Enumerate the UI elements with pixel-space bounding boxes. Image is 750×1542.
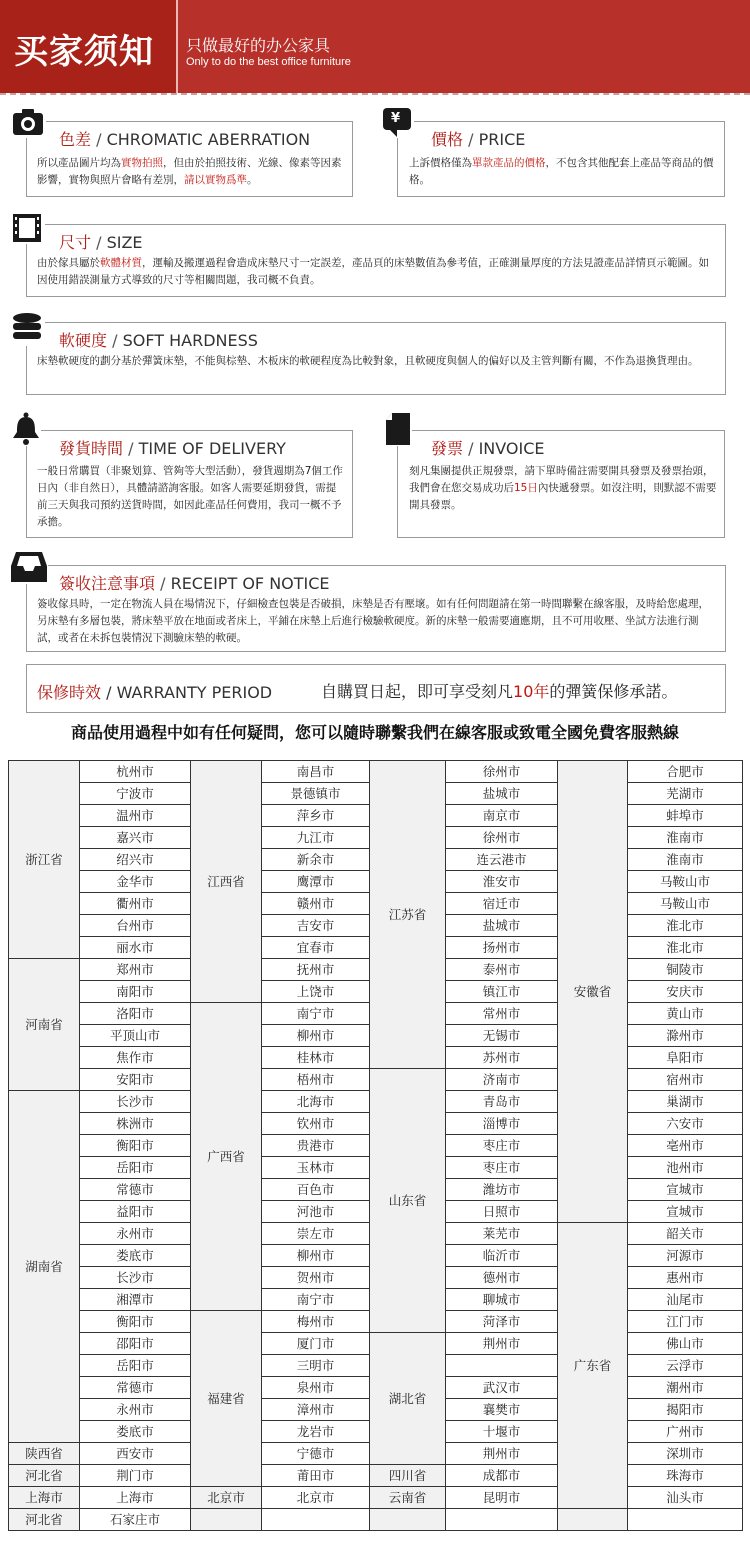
city-cell: 淮南市 xyxy=(628,849,743,871)
table-row xyxy=(9,1465,743,1487)
warranty-title-sep: / xyxy=(101,683,117,702)
hardness-title-en: SOFT HARDNESS xyxy=(122,331,258,350)
size-body-highlight: 軟體材質 xyxy=(100,257,142,269)
city-cell: 广州市 xyxy=(628,1421,743,1443)
warranty-title xyxy=(37,680,272,703)
city-cell: 嘉兴市 xyxy=(80,827,191,849)
delivery-body: 一般日常購買（非聚划算、管夠等大型活動），發貨週期為7個工作日內（非自然日），具體請諮詢客服。如客人需要延期發貨，需提前三天與我司預約送貨時間，如因此產品任何費用，我司一概不予承擔。 xyxy=(37,465,343,528)
price-tag-icon xyxy=(382,106,414,138)
invoice-title-en: INVOICE xyxy=(478,439,545,458)
warranty-text xyxy=(321,679,677,702)
city-cell: 安阳市 xyxy=(80,1069,191,1091)
city-cell: 北京市 xyxy=(262,1487,370,1509)
film-strip-icon xyxy=(11,212,45,244)
city-cell: 郑州市 xyxy=(80,959,191,981)
city-cell: 赣州市 xyxy=(262,893,370,915)
city-cell: 江门市 xyxy=(628,1311,743,1333)
city-cell: 泰州市 xyxy=(446,959,558,981)
city-cell: 岳阳市 xyxy=(80,1157,191,1179)
city-cell: 济南市 xyxy=(446,1069,558,1091)
city-cell: 惠州市 xyxy=(628,1267,743,1289)
city-cell: 百色市 xyxy=(262,1179,370,1201)
invoice-body-text-2: 內快遞發票。如沒注明，則默認不需要開具發票。 xyxy=(409,482,717,511)
city-cell: 河池市 xyxy=(262,1201,370,1223)
city-cell: 西安市 xyxy=(80,1443,191,1465)
province-cell: 广东省 xyxy=(558,1223,628,1509)
city-cell: 永州市 xyxy=(80,1223,191,1245)
city-cell: 连云港市 xyxy=(446,849,558,871)
size-title-sep: / xyxy=(91,233,107,252)
city-cell: 莆田市 xyxy=(262,1465,370,1487)
city-cell: 吉安市 xyxy=(262,915,370,937)
hotline-notice: 商品使用過程中如有任何疑問，您可以隨時聯繫我們在線客服或致電全國免費客服熱線 xyxy=(70,723,679,742)
price-title-en: PRICE xyxy=(478,130,526,149)
price-icon-symbol: ¥ xyxy=(391,111,401,126)
city-cell: 青岛市 xyxy=(446,1091,558,1113)
city-cell: 衢州市 xyxy=(80,893,191,915)
city-cell: 常德市 xyxy=(80,1377,191,1399)
size-title-cn: 尺寸 xyxy=(59,233,92,252)
city-cell: 枣庄市 xyxy=(446,1157,558,1179)
city-cell: 徐州市 xyxy=(446,827,558,849)
city-cell: 潮州市 xyxy=(628,1377,743,1399)
header-divider-dashed xyxy=(0,93,750,95)
receipt-body: 簽收傢具時，一定在物流人員在場情況下，仔細檢查包裝是否破損，床墊是否有壓壞。如有任何問題請在第一時間聯繫在線客服，及時給您處理，另床墊有多層包裝，將床墊平放在地面或者床上，平鋪在床墊上后進行檢驗軟硬度。新的床墊一般需要適應期，且不可用收壓、坐試方法進行測試，或者在未拆包裝情況下測驗床墊的軟硬。 xyxy=(37,598,709,644)
chromatic-title xyxy=(59,127,310,150)
warranty-section xyxy=(26,664,726,713)
city-cell xyxy=(446,1509,558,1531)
city-cell: 贵港市 xyxy=(262,1135,370,1157)
header-subtitle-english: Only to do the best office furniture xyxy=(186,56,351,68)
city-coverage-table xyxy=(8,760,743,1531)
city-cell: 临沂市 xyxy=(446,1245,558,1267)
city-cell: 泉州市 xyxy=(262,1377,370,1399)
city-cell: 岳阳市 xyxy=(80,1355,191,1377)
size-body xyxy=(37,255,717,289)
chromatic-body xyxy=(37,155,343,189)
city-cell: 南阳市 xyxy=(80,981,191,1003)
chromatic-section xyxy=(26,121,353,197)
city-cell: 新余市 xyxy=(262,849,370,871)
mattress-stack-icon xyxy=(11,312,45,346)
receipt-title-sep: / xyxy=(155,574,171,593)
invoice-body-text-1: 刻凡集團提供正規發票，請下單時備註需要開具發票及發票抬頭，我們會在您交易成功后 xyxy=(409,465,714,494)
price-title-cn: 價格 xyxy=(431,130,464,149)
hardness-title-sep: / xyxy=(107,331,123,350)
delivery-title-sep: / xyxy=(123,439,139,458)
invoice-title xyxy=(431,436,545,459)
city-cell: 玉林市 xyxy=(262,1157,370,1179)
hardness-body: 床墊軟硬度的劃分基於彈簧床墊，不能與棕墊、木板床的軟硬程度為比較對象，且軟硬度與個人的偏好以及主管判斷有關，不作為退換貨理由。 xyxy=(37,355,699,367)
city-cell: 洛阳市 xyxy=(80,1003,191,1025)
hardness-section xyxy=(26,322,726,395)
warranty-title-en: WARRANTY PERIOD xyxy=(116,683,273,702)
city-cell: 平顶山市 xyxy=(80,1025,191,1047)
city-cell: 南宁市 xyxy=(262,1003,370,1025)
receipt-title xyxy=(59,571,330,594)
city-cell: 菏泽市 xyxy=(446,1311,558,1333)
province-cell: 江苏省 xyxy=(370,761,446,1069)
city-cell: 金华市 xyxy=(80,871,191,893)
city-cell: 长沙市 xyxy=(80,1267,191,1289)
price-body-text-1: 上訴價格僅為 xyxy=(409,157,472,169)
city-cell: 娄底市 xyxy=(80,1421,191,1443)
city-cell: 十堰市 xyxy=(446,1421,558,1443)
city-cell: 梧州市 xyxy=(262,1069,370,1091)
size-title-en: SIZE xyxy=(106,233,143,252)
city-cell: 宿州市 xyxy=(628,1069,743,1091)
city-cell: 常州市 xyxy=(446,1003,558,1025)
city-cell: 北海市 xyxy=(262,1091,370,1113)
province-cell: 四川省 xyxy=(370,1465,446,1487)
price-body-text-2: ，不包含其他配套上產品等商品的價格。 xyxy=(409,157,714,186)
city-cell: 韶关市 xyxy=(628,1223,743,1245)
city-cell: 柳州市 xyxy=(262,1245,370,1267)
table-row xyxy=(9,761,743,783)
city-cell: 钦州市 xyxy=(262,1113,370,1135)
city-cell: 汕头市 xyxy=(628,1487,743,1509)
province-cell: 湖北省 xyxy=(370,1333,446,1465)
city-cell: 阜阳市 xyxy=(628,1047,743,1069)
city-cell: 南京市 xyxy=(446,805,558,827)
city-cell: 铜陵市 xyxy=(628,959,743,981)
delivery-section xyxy=(26,430,353,538)
city-cell: 蚌埠市 xyxy=(628,805,743,827)
province-cell: 河北省 xyxy=(9,1465,80,1487)
city-cell: 宣城市 xyxy=(628,1201,743,1223)
city-cell: 苏州市 xyxy=(446,1047,558,1069)
city-cell: 盐城市 xyxy=(446,783,558,805)
receipt-section xyxy=(26,565,726,652)
province-cell: 山东省 xyxy=(370,1069,446,1333)
city-cell: 贺州市 xyxy=(262,1267,370,1289)
province-cell: 河南省 xyxy=(9,959,80,1091)
city-cell: 武汉市 xyxy=(446,1377,558,1399)
province-cell xyxy=(558,1509,628,1531)
city-cell: 抚州市 xyxy=(262,959,370,981)
size-body-text-2: ，運輸及搬運過程會造成床墊尺寸一定誤差，產品頁的床墊數值為參考值，正確測量厚度的方法見證產品詳情頁示範圖。如因使用錯誤測量方式導致的尺寸等相關問題，我司概不負責。 xyxy=(37,257,709,286)
city-cell: 梅州市 xyxy=(262,1311,370,1333)
chromatic-body-text-1: 所以產品圖片均為 xyxy=(37,157,121,169)
province-cell: 福建省 xyxy=(191,1311,262,1487)
city-cell: 徐州市 xyxy=(446,761,558,783)
city-cell: 上海市 xyxy=(80,1487,191,1509)
chromatic-body-text-3: 。 xyxy=(247,174,258,186)
city-cell: 丽水市 xyxy=(80,937,191,959)
city-cell: 云浮市 xyxy=(628,1355,743,1377)
chromatic-body-highlight-1: 實物拍照 xyxy=(121,157,163,169)
city-cell: 宁波市 xyxy=(80,783,191,805)
price-body xyxy=(409,155,715,189)
city-cell: 温州市 xyxy=(80,805,191,827)
city-cell: 鹰潭市 xyxy=(262,871,370,893)
delivery-title-cn: 發貨時間 xyxy=(59,439,124,458)
province-cell: 陕西省 xyxy=(9,1443,80,1465)
warranty-years: 10年 xyxy=(513,682,550,701)
warranty-title-cn: 保修時效 xyxy=(37,683,102,702)
camera-icon xyxy=(12,108,46,138)
city-cell: 亳州市 xyxy=(628,1135,743,1157)
table-row xyxy=(9,1069,743,1091)
city-cell: 巢湖市 xyxy=(628,1091,743,1113)
hardness-title-cn: 軟硬度 xyxy=(59,331,108,350)
city-cell: 淮北市 xyxy=(628,937,743,959)
city-cell: 滁州市 xyxy=(628,1025,743,1047)
chromatic-title-en: CHROMATIC ABERRATION xyxy=(106,130,311,149)
city-cell: 宣城市 xyxy=(628,1179,743,1201)
city-cell: 湘潭市 xyxy=(80,1289,191,1311)
city-cell xyxy=(262,1509,370,1531)
city-cell: 池州市 xyxy=(628,1157,743,1179)
province-cell: 安徽省 xyxy=(558,761,628,1223)
city-cell: 淄博市 xyxy=(446,1113,558,1135)
page-title: 买家须知 xyxy=(14,32,154,72)
city-cell: 淮北市 xyxy=(628,915,743,937)
city-cell xyxy=(446,1355,558,1377)
invoice-title-sep: / xyxy=(463,439,479,458)
city-cell: 娄底市 xyxy=(80,1245,191,1267)
price-section xyxy=(397,121,725,197)
city-cell: 河源市 xyxy=(628,1245,743,1267)
province-cell: 云南省 xyxy=(370,1487,446,1509)
size-section xyxy=(26,224,726,297)
price-body-highlight: 單款產品的價格 xyxy=(472,157,546,169)
city-cell: 南昌市 xyxy=(262,761,370,783)
invoice-body-highlight: 15日 xyxy=(514,482,538,494)
city-cell: 上饶市 xyxy=(262,981,370,1003)
city-cell: 长沙市 xyxy=(80,1091,191,1113)
city-cell: 焦作市 xyxy=(80,1047,191,1069)
city-cell: 荆州市 xyxy=(446,1443,558,1465)
city-cell: 台州市 xyxy=(80,915,191,937)
city-cell: 揭阳市 xyxy=(628,1399,743,1421)
city-cell: 珠海市 xyxy=(628,1465,743,1487)
city-cell: 衡阳市 xyxy=(80,1135,191,1157)
city-cell: 杭州市 xyxy=(80,761,191,783)
size-title xyxy=(59,230,143,253)
city-cell: 六安市 xyxy=(628,1113,743,1135)
city-cell: 萍乡市 xyxy=(262,805,370,827)
city-cell: 安庆市 xyxy=(628,981,743,1003)
city-cell: 昆明市 xyxy=(446,1487,558,1509)
price-title xyxy=(431,127,525,150)
city-cell: 漳州市 xyxy=(262,1399,370,1421)
city-cell: 马鞍山市 xyxy=(628,871,743,893)
city-cell: 扬州市 xyxy=(446,937,558,959)
invoice-title-cn: 發票 xyxy=(431,439,464,458)
city-cell: 永州市 xyxy=(80,1399,191,1421)
hardness-title xyxy=(59,328,258,351)
city-cell: 日照市 xyxy=(446,1201,558,1223)
city-cell: 绍兴市 xyxy=(80,849,191,871)
warranty-text-1: 自購買日起，即可享受刻凡 xyxy=(321,682,514,701)
city-cell: 崇左市 xyxy=(262,1223,370,1245)
city-cell xyxy=(628,1509,743,1531)
city-cell: 常德市 xyxy=(80,1179,191,1201)
city-cell: 成都市 xyxy=(446,1465,558,1487)
city-cell: 宜春市 xyxy=(262,937,370,959)
city-cell: 衡阳市 xyxy=(80,1311,191,1333)
city-cell: 佛山市 xyxy=(628,1333,743,1355)
document-icon xyxy=(384,412,412,446)
city-cell: 石家庄市 xyxy=(80,1509,191,1531)
city-cell: 黄山市 xyxy=(628,1003,743,1025)
size-body-text-1: 由於傢具屬於 xyxy=(37,257,100,269)
city-cell: 柳州市 xyxy=(262,1025,370,1047)
header-subtitle: 只做最好的办公家具 xyxy=(186,36,331,55)
province-cell xyxy=(191,1509,262,1531)
city-cell: 宿迁市 xyxy=(446,893,558,915)
city-cell: 邵阳市 xyxy=(80,1333,191,1355)
city-cell: 三明市 xyxy=(262,1355,370,1377)
page-header xyxy=(0,0,750,93)
bell-icon xyxy=(11,412,41,446)
city-cell: 聊城市 xyxy=(446,1289,558,1311)
province-cell: 北京市 xyxy=(191,1487,262,1509)
city-cell: 莱芜市 xyxy=(446,1223,558,1245)
chromatic-body-highlight-2: 請以實物爲準 xyxy=(184,174,247,186)
city-cell: 南宁市 xyxy=(262,1289,370,1311)
province-cell: 上海市 xyxy=(9,1487,80,1509)
city-cell: 镇江市 xyxy=(446,981,558,1003)
city-cell: 益阳市 xyxy=(80,1201,191,1223)
city-cell: 荆州市 xyxy=(446,1333,558,1355)
city-cell: 龙岩市 xyxy=(262,1421,370,1443)
receipt-title-cn: 簽收注意事項 xyxy=(59,574,156,593)
header-title-block xyxy=(0,0,176,93)
receipt-title-en: RECEIPT OF NOTICE xyxy=(170,574,330,593)
province-cell: 湖南省 xyxy=(9,1091,80,1443)
province-cell: 江西省 xyxy=(191,761,262,1003)
city-cell: 厦门市 xyxy=(262,1333,370,1355)
table-row xyxy=(9,1509,743,1531)
province-cell xyxy=(370,1509,446,1531)
city-cell: 荆门市 xyxy=(80,1465,191,1487)
city-cell: 无锡市 xyxy=(446,1025,558,1047)
city-cell: 枣庄市 xyxy=(446,1135,558,1157)
city-cell: 九江市 xyxy=(262,827,370,849)
city-cell: 宁德市 xyxy=(262,1443,370,1465)
chromatic-body-text-2: ，但由於拍照技術、光線、像素等因素影響，實物與照片會略有差別， xyxy=(37,157,342,186)
chromatic-title-cn: 色差 xyxy=(59,130,92,149)
city-cell: 合肥市 xyxy=(628,761,743,783)
city-cell: 盐城市 xyxy=(446,915,558,937)
city-cell: 淮安市 xyxy=(446,871,558,893)
table-row xyxy=(9,1487,743,1509)
table-row xyxy=(9,1333,743,1355)
province-cell: 浙江省 xyxy=(9,761,80,959)
city-cell: 深圳市 xyxy=(628,1443,743,1465)
city-cell: 桂林市 xyxy=(262,1047,370,1069)
city-cell: 潍坊市 xyxy=(446,1179,558,1201)
chromatic-title-sep: / xyxy=(91,130,107,149)
delivery-title xyxy=(59,436,286,459)
province-cell: 河北省 xyxy=(9,1509,80,1531)
invoice-section xyxy=(397,430,725,538)
province-cell: 广西省 xyxy=(191,1003,262,1311)
price-title-sep: / xyxy=(463,130,479,149)
city-cell: 芜湖市 xyxy=(628,783,743,805)
delivery-title-en: TIME OF DELIVERY xyxy=(138,439,286,458)
invoice-body xyxy=(409,463,717,514)
city-cell: 淮南市 xyxy=(628,827,743,849)
warranty-text-2: 的彈簧保修承諾。 xyxy=(549,682,678,701)
city-cell: 德州市 xyxy=(446,1267,558,1289)
inbox-tray-icon xyxy=(10,550,48,584)
header-divider xyxy=(176,0,178,93)
city-cell: 马鞍山市 xyxy=(628,893,743,915)
city-cell: 汕尾市 xyxy=(628,1289,743,1311)
city-cell: 株洲市 xyxy=(80,1113,191,1135)
city-cell: 襄樊市 xyxy=(446,1399,558,1421)
city-cell: 景德镇市 xyxy=(262,783,370,805)
